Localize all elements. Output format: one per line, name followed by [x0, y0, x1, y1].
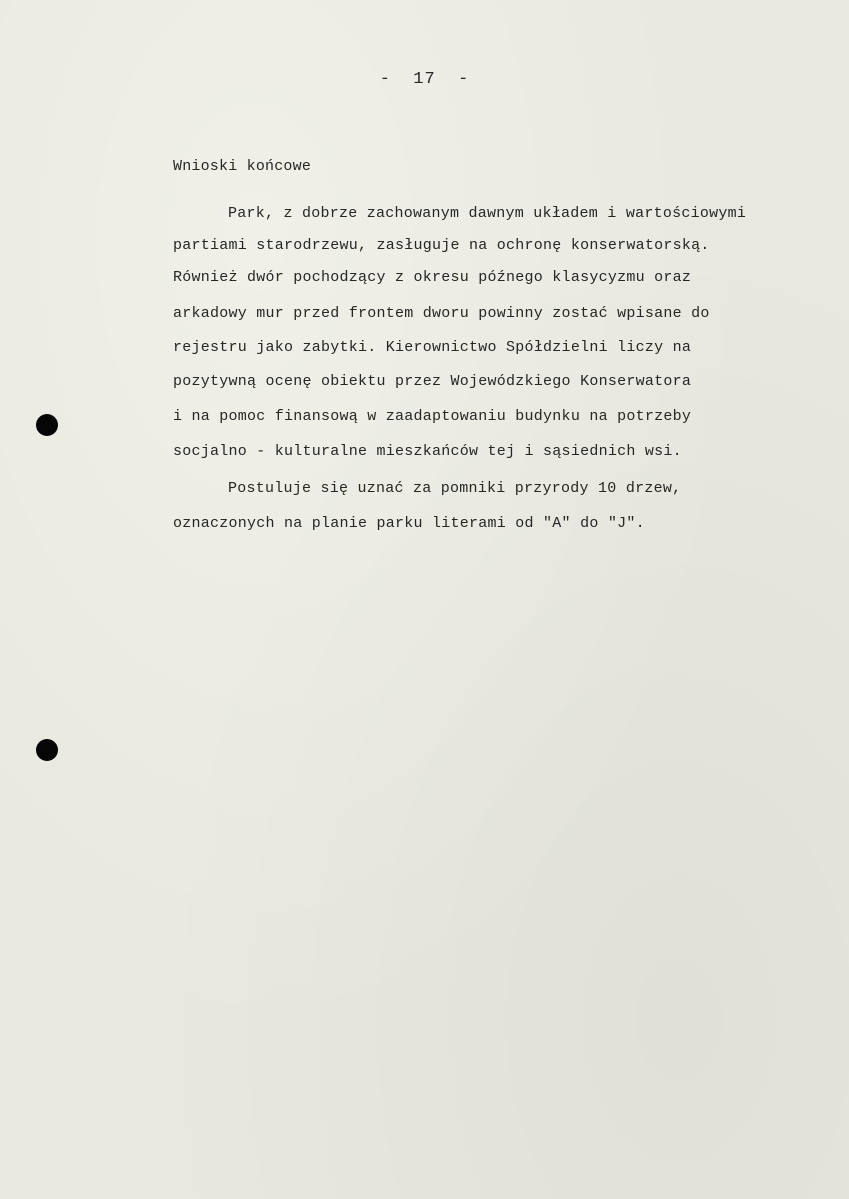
page-number: - 17 - [379, 70, 470, 89]
paragraph-line: Postuluje się uznać za pomniki przyrody 10 drzew, [228, 480, 682, 497]
paragraph-line: pozytywną ocenę obiektu przez Wojewódzkiego Konserwatora [173, 373, 692, 390]
paragraph-line: partiami starodrzewu, zasługuje na ochronę konserwatorską. [173, 237, 710, 254]
paragraph-line: Również dwór pochodzący z okresu późnego klasycyzmu oraz [173, 269, 692, 286]
paragraph-line: i na pomoc finansową w zaadaptowaniu budynku na potrzeby [173, 408, 692, 425]
paragraph-line: rejestru jako zabytki. Kierownictwo Spółdzielni liczy na [173, 339, 692, 356]
paragraph-line: socjalno - kulturalne mieszkańców tej i sąsiednich wsi. [173, 443, 682, 460]
paragraph-line: arkadowy mur przed frontem dworu powinny zostać wpisane do [173, 305, 710, 322]
punch-hole-bottom [36, 739, 58, 761]
paragraph-line: oznaczonych na planie parku literami od "A" do "J". [173, 515, 645, 532]
punch-hole-top [36, 414, 58, 436]
paragraph-line: Park, z dobrze zachowanym dawnym układem i wartościowymi [228, 205, 747, 222]
section-heading: Wnioski końcowe [173, 158, 312, 175]
